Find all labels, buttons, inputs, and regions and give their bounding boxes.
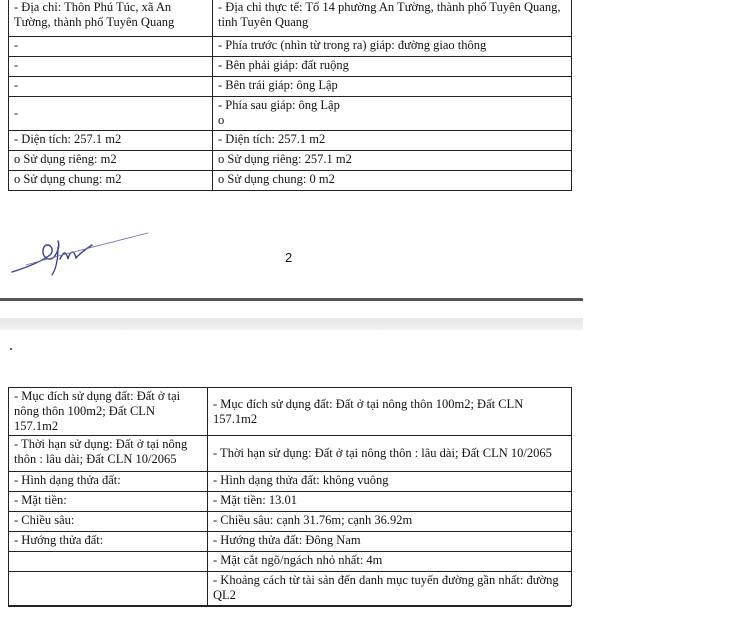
table-cell: - Mặt cắt ngõ/ngách nhỏ nhất: 4m <box>208 552 572 572</box>
table-cell: - Bên trái giáp: ông Lập <box>213 77 572 97</box>
table-cell: o Sử dụng chung: 0 m2 <box>213 171 572 191</box>
table-row <box>9 0 572 37</box>
table-row <box>9 388 572 436</box>
table-row <box>9 57 572 77</box>
table-row <box>9 492 572 512</box>
table-cell: - Địa chỉ: Thôn Phú Túc, xã An Tường, thành phố Tuyên Quang <box>9 0 213 37</box>
table-cell: - Chiều sâu: cạnh 31.76m; cạnh 36.92m <box>208 512 572 532</box>
table-cell: - Diện tích: 257.1 m2 <box>9 131 213 151</box>
table-cell: - Thời hạn sử dụng: Đất ở tại nông thôn : lâu dài; Đất CLN 10/2065 <box>208 436 572 472</box>
page-number: 2 <box>285 250 293 265</box>
table-cell: - Mục đích sử dụng đất: Đất ở tại nông thôn 100m2; Đất CLN 157.1m2 <box>9 388 208 436</box>
table-cell: - <box>9 77 213 97</box>
table-cell: - Diện tích: 257.1 m2 <box>213 131 572 151</box>
table-row <box>9 532 572 552</box>
table-row <box>9 37 572 57</box>
table-cell: - <box>9 37 213 57</box>
table-cell: - Phía sau giáp: ông Lập o <box>213 97 572 131</box>
table-row <box>9 97 572 131</box>
scan-speck <box>10 348 12 350</box>
next-table-edge <box>8 606 571 617</box>
table-row <box>9 512 572 532</box>
table-cell: o Sử dụng riêng: m2 <box>9 151 213 171</box>
table-cell <box>9 572 208 606</box>
property-table-bottom <box>8 387 572 606</box>
table-cell: - Mặt tiền: 13.01 <box>208 492 572 512</box>
table-row <box>9 151 572 171</box>
table-row <box>9 472 572 492</box>
table-cell: - Mục đích sử dụng đất: Đất ở tại nông thôn 100m2; Đất CLN 157.1m2 <box>208 388 572 436</box>
table-row <box>9 77 572 97</box>
table-row <box>9 131 572 151</box>
table-row <box>9 171 572 191</box>
property-table-top <box>8 0 572 191</box>
page-divider-shadow <box>0 318 583 330</box>
signature-image <box>8 225 158 280</box>
table-cell: - Hình dạng thửa đất: <box>9 472 208 492</box>
table-cell: - Địa chỉ thực tế: Tổ 14 phường An Tường, thành phố Tuyên Quang, tỉnh Tuyên Quang <box>213 0 572 37</box>
table-cell: - Hướng thửa đất: Đông Nam <box>208 532 572 552</box>
table-cell: - Khoảng cách từ tài sản đến danh mục tuyến đường gần nhất: đường QL2 <box>208 572 572 606</box>
table-cell <box>9 552 208 572</box>
table-row <box>9 436 572 472</box>
table-row <box>9 572 572 606</box>
table-cell: - Mặt tiền: <box>9 492 208 512</box>
table-cell: - Chiều sâu: <box>9 512 208 532</box>
table-cell: - Hình dạng thửa đất: không vuông <box>208 472 572 492</box>
table-cell: o Sử dụng chung: m2 <box>9 171 213 191</box>
table-cell: o Sử dụng riêng: 257.1 m2 <box>213 151 572 171</box>
table-cell: - Bên phải giáp: đất ruộng <box>213 57 572 77</box>
table-row <box>9 552 572 572</box>
table-cell: - <box>9 57 213 77</box>
table-cell: - Thời hạn sử dụng: Đất ở tại nông thôn : lâu dài; Đất CLN 10/2065 <box>9 436 208 472</box>
page-divider <box>0 298 583 301</box>
table-cell: - Phía trước (nhìn từ trong ra) giáp: đường giao thông <box>213 37 572 57</box>
table-cell: - <box>9 97 213 131</box>
table-cell: - Hướng thửa đất: <box>9 532 208 552</box>
